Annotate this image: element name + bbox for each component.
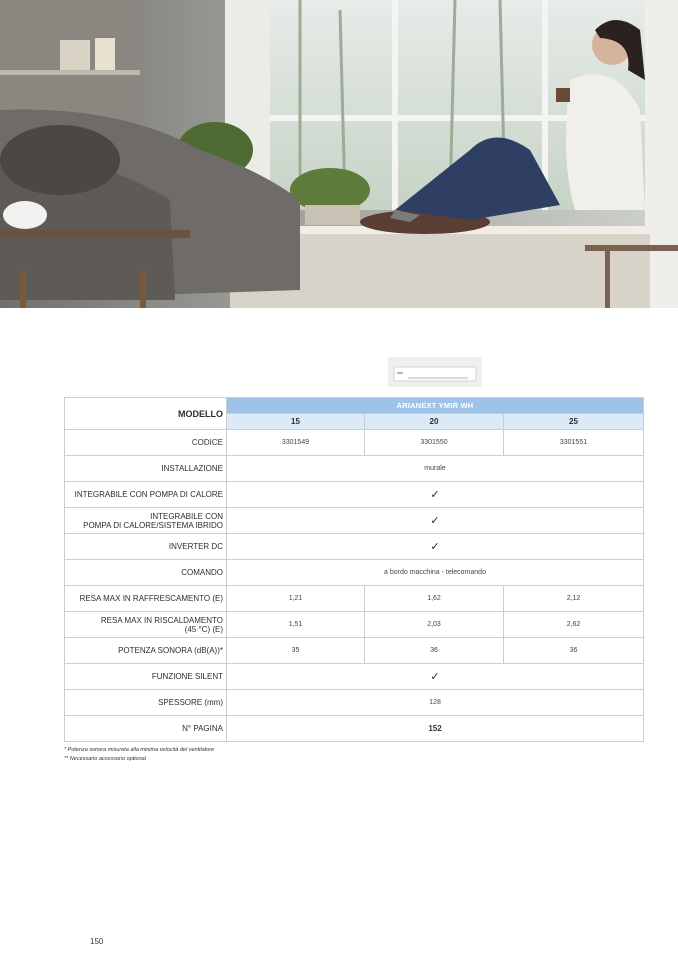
- checkmark-icon: ✓: [430, 515, 440, 527]
- row-resa-riscaldamento: [65, 612, 644, 638]
- footnotes: [64, 746, 214, 764]
- installazione-label: INSTALLAZIONE: [65, 456, 227, 482]
- resa-riscaldamento-value: 1,51: [227, 612, 365, 638]
- product-name: ARIANEXT YMIR WH: [227, 398, 644, 414]
- checkmark-icon: ✓: [430, 541, 440, 553]
- funzione-silent-label: FUNZIONE SILENT: [65, 664, 227, 690]
- footnote: * Potenza sonora misurata alla minima velocità del ventilatore: [64, 747, 215, 753]
- checkmark-icon: ✓: [430, 671, 440, 683]
- row-comando: [65, 560, 644, 586]
- integrabile-ibrido-label: [65, 508, 227, 534]
- integrabile-ibrido-value: [227, 508, 644, 534]
- resa-riscaldamento-value: 2,62: [504, 612, 644, 638]
- resa-riscaldamento-label-line2: (45 °C) (E): [184, 624, 223, 634]
- checkmark-icon: ✓: [430, 489, 440, 501]
- row-integrabile-ibrido: [65, 508, 644, 534]
- footnote: ** Necessario accessorio optional: [64, 756, 146, 762]
- potenza-sonora-label: POTENZA SONORA (dB(A))*: [65, 638, 227, 664]
- integrabile-ibrido-label-line2: POMPA DI CALORE/SISTEMA IBRIDO: [83, 520, 223, 530]
- pagina-label: N° PAGINA: [65, 716, 227, 742]
- codice-value: 3301550: [365, 430, 504, 456]
- size-15-header: 15: [227, 414, 365, 430]
- model-header: MODELLO: [65, 398, 227, 430]
- comando-value: a bordo macchina - telecomando: [227, 560, 644, 586]
- pagina-value: 152: [227, 716, 644, 742]
- resa-riscaldamento-value: 2,03: [365, 612, 504, 638]
- hero-photo: [0, 0, 678, 308]
- codice-label: CODICE: [65, 430, 227, 456]
- codice-value: 3301549: [227, 430, 365, 456]
- integrabile-ibrido-label-line1: INTEGRABILE CON: [150, 511, 223, 521]
- air-conditioner-icon: [388, 357, 482, 387]
- row-funzione-silent: [65, 664, 644, 690]
- resa-riscaldamento-label: [65, 612, 227, 638]
- resa-raffrescamento-value: 1,21: [227, 586, 365, 612]
- inverter-label: INVERTER DC: [65, 534, 227, 560]
- codice-value: 3301551: [504, 430, 644, 456]
- resa-raffrescamento-label: RESA MAX IN RAFFRESCAMENTO (E): [65, 586, 227, 612]
- potenza-sonora-value: 36: [504, 638, 644, 664]
- installazione-value: murale: [227, 456, 644, 482]
- integrabile-pompa-label: INTEGRABILE CON POMPA DI CALORE: [65, 482, 227, 508]
- row-integrabile-pompa: [65, 482, 644, 508]
- size-20-header: 20: [365, 414, 504, 430]
- row-potenza-sonora: [65, 638, 644, 664]
- resa-raffrescamento-value: 2,12: [504, 586, 644, 612]
- row-inverter: [65, 534, 644, 560]
- size-25-header: 25: [504, 414, 644, 430]
- inverter-value: [227, 534, 644, 560]
- resa-raffrescamento-value: 1,62: [365, 586, 504, 612]
- row-spessore: [65, 690, 644, 716]
- potenza-sonora-value: 35: [227, 638, 365, 664]
- row-pagina: [65, 716, 644, 742]
- spessore-label: SPESSORE (mm): [65, 690, 227, 716]
- integrabile-pompa-value: [227, 482, 644, 508]
- resa-riscaldamento-label-line1: RESA MAX IN RISCALDAMENTO: [100, 615, 223, 625]
- spec-table: [64, 397, 644, 742]
- potenza-sonora-value: 36: [365, 638, 504, 664]
- row-installazione: [65, 456, 644, 482]
- comando-label: COMANDO: [65, 560, 227, 586]
- hero-illustration: [0, 0, 678, 308]
- row-codice: [65, 430, 644, 456]
- product-image: [388, 357, 482, 387]
- page-number: 150: [90, 937, 104, 946]
- spessore-value: 128: [227, 690, 644, 716]
- row-resa-raffrescamento: [65, 586, 644, 612]
- funzione-silent-value: [227, 664, 644, 690]
